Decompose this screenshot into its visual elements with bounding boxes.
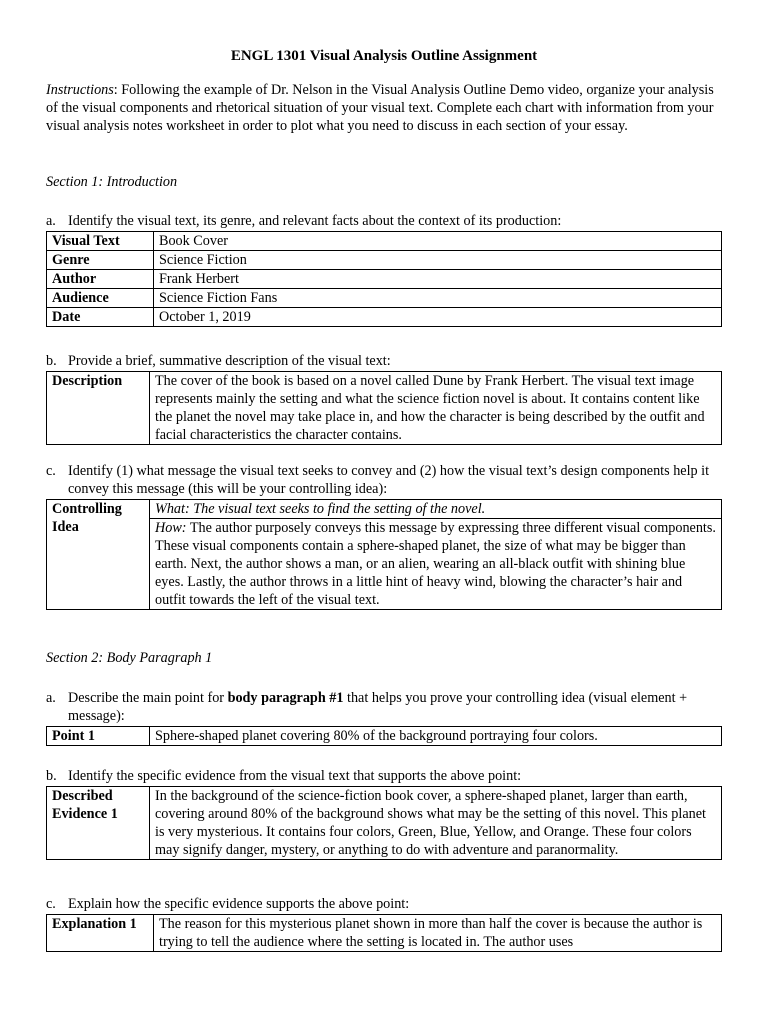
section-2-part-c	[46, 895, 722, 952]
section-2-part-a	[46, 689, 722, 746]
row-label: Visual Text	[47, 232, 154, 251]
prompt-1a	[46, 212, 722, 230]
label-line: Controlling	[52, 501, 122, 517]
section-1-part-a	[46, 212, 722, 327]
controlling-idea-table	[46, 499, 722, 610]
table-row	[47, 232, 722, 251]
prompt-text: that helps you prove your controlling idea (visual element + message):	[68, 690, 688, 724]
prompt-text: Identify the visual text, its genre, and relevant facts about the context of its production:	[68, 213, 562, 229]
context-table	[46, 231, 722, 327]
row-label: Explanation 1	[47, 915, 154, 952]
label-line: Evidence 1	[52, 806, 118, 822]
instructions-text: : Following the example of Dr. Nelson in the Visual Analysis Outline Demo video, organize your analysis of the visual components and rhetorical situation of your visual text. Complete each chart with information from your visual analysis notes worksheet in order to plot what you need to discuss in each section of your essay.	[46, 82, 714, 134]
table-row	[47, 251, 722, 270]
row-value: Science Fiction Fans	[154, 289, 722, 308]
table-row	[47, 915, 722, 952]
description-table	[46, 371, 722, 445]
row-value: In the background of the science-fiction book cover, a sphere-shaped planet, larger than earth, covering around 80% of the background shows what may be the setting of this novel. This planet is very mysterious. It contains four colors, Green, Blue, Yellow, and Orange. These four colors may signify danger, mystery, or anything to do with adventure and paranormality.	[150, 787, 722, 860]
item-letter: b.	[46, 768, 57, 784]
instructions-label: Instructions	[46, 82, 114, 98]
row-value: The reason for this mysterious planet shown in more than half the cover is because the author is trying to tell the audience where the setting is located in. The author uses	[154, 915, 722, 952]
document-title: ENGL 1301 Visual Analysis Outline Assignment	[230, 48, 538, 64]
item-letter: b.	[46, 353, 57, 369]
prompt-1c	[46, 462, 722, 498]
label-line: Idea	[52, 519, 79, 535]
row-label: Author	[47, 270, 154, 289]
table-row	[47, 727, 722, 746]
item-letter: a.	[46, 213, 56, 229]
row-label: Audience	[47, 289, 154, 308]
row-value: Frank Herbert	[154, 270, 722, 289]
how-text: The author purposely conveys this message by expressing three different visual components. These visual components contain a sphere-shaped planet, the size of what may be bigger than earth. Next, the author shows a man, or an alien, wearing an all-black outfit with shining blue eyes. Lastly, the author throws in a little hint of heavy wind, blowing the character’s hair and outfit towards the left of the visual text.	[155, 520, 716, 608]
prompt-2a	[46, 689, 722, 725]
section-1-part-c	[46, 462, 722, 610]
table-row	[47, 787, 722, 860]
section-1-part-b	[46, 352, 722, 445]
prompt-text: Provide a brief, summative description of the visual text:	[68, 353, 391, 369]
item-letter: a.	[46, 690, 56, 706]
row-label	[47, 500, 150, 610]
row-value: October 1, 2019	[154, 308, 722, 327]
table-row	[47, 270, 722, 289]
section-heading: Section 1: Introduction	[46, 174, 178, 190]
prompt-text: Identify (1) what message the visual text seeks to convey and (2) how the visual text’s design components help it convey this message (this will be your controlling idea):	[68, 463, 710, 497]
explanation-table	[46, 914, 722, 952]
evidence-table	[46, 786, 722, 860]
prompt-2c	[46, 895, 722, 913]
prompt-text: Describe the main point for	[68, 690, 228, 706]
row-label: Date	[47, 308, 154, 327]
row-label	[47, 787, 150, 860]
row-label: Genre	[47, 251, 154, 270]
how-label: How:	[155, 520, 187, 536]
prompt-emphasis: body paragraph #1	[227, 690, 344, 706]
table-row	[47, 372, 722, 445]
how-statement	[150, 519, 721, 609]
label-line: Described	[52, 788, 113, 804]
prompt-2b	[46, 767, 722, 785]
prompt-text: Identify the specific evidence from the visual text that supports the above point:	[68, 768, 522, 784]
section-2-heading	[46, 649, 722, 667]
point-table	[46, 726, 722, 746]
item-letter: c.	[46, 463, 56, 479]
prompt-text: Explain how the specific evidence supports the above point:	[68, 896, 410, 912]
table-row	[47, 308, 722, 327]
row-label: Description	[47, 372, 150, 445]
item-letter: c.	[46, 896, 56, 912]
row-value	[150, 500, 722, 610]
section-2-part-b	[46, 767, 722, 860]
instructions-paragraph	[46, 81, 722, 135]
table-row	[47, 500, 722, 610]
section-heading: Section 2: Body Paragraph 1	[46, 650, 213, 666]
row-value: Science Fiction	[154, 251, 722, 270]
table-row	[47, 289, 722, 308]
section-1-heading	[46, 173, 722, 191]
what-statement: What: The visual text seeks to find the setting of the novel.	[150, 500, 721, 519]
row-value: Sphere-shaped planet covering 80% of the background portraying four colors.	[150, 727, 722, 746]
row-value: Book Cover	[154, 232, 722, 251]
row-value: The cover of the book is based on a novel called Dune by Frank Herbert. The visual text image represents mainly the setting and what the science fiction novel is about. It contains content like the planet the novel may take place in, and how the character is being described by the outfit and facial characteristics the character contains.	[150, 372, 722, 445]
row-label: Point 1	[47, 727, 150, 746]
prompt-1b	[46, 352, 722, 370]
